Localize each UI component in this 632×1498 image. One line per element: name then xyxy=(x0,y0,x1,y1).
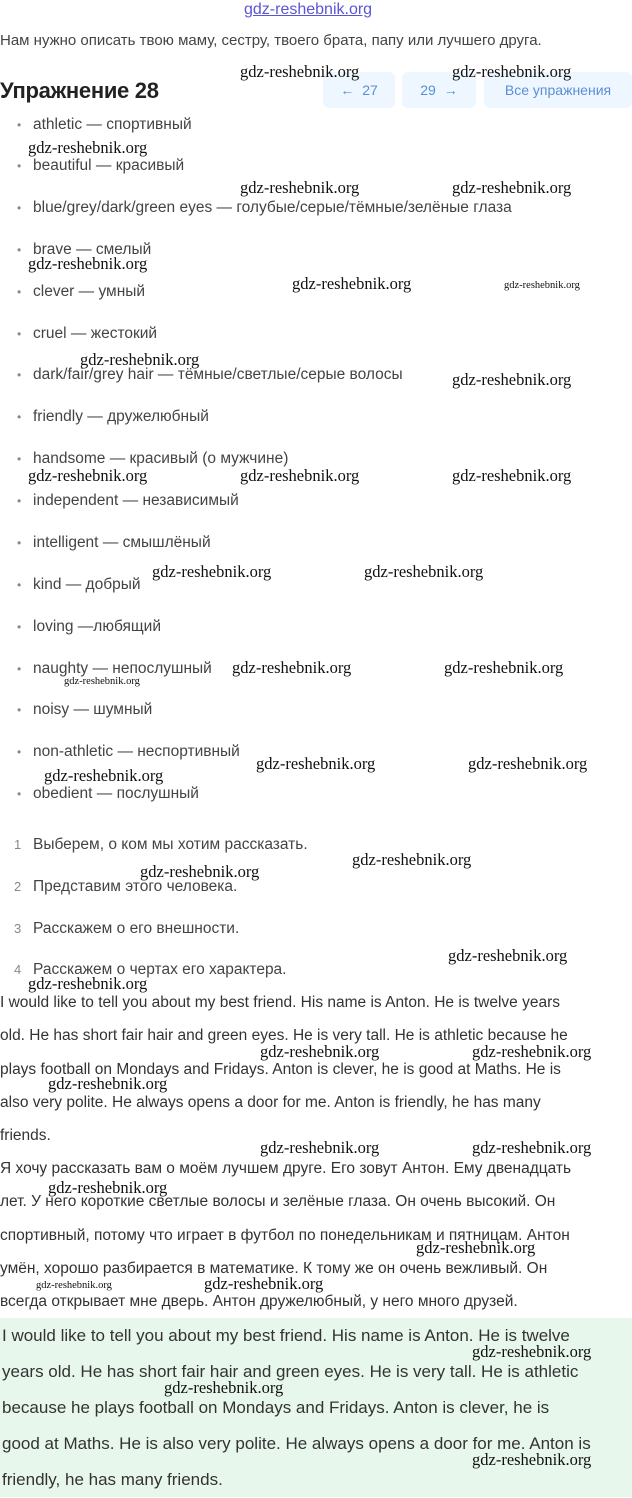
watermark: gdz-reshebnik.org xyxy=(44,766,164,785)
step-item: 4 Расскажем о чертах его характера. xyxy=(14,961,287,978)
vocab-item: • dark/fair/grey hair — тёмные/светлые/серые волосы xyxy=(17,366,403,383)
watermark: gdz-reshebnik.org xyxy=(260,1138,380,1157)
watermark: gdz-reshebnik.org xyxy=(240,178,360,197)
watermark: gdz-reshebnik.org xyxy=(36,1280,112,1291)
watermark: gdz-reshebnik.org xyxy=(452,370,572,389)
russian-paragraph: Я хочу рассказать вам о моём лучшем друге. Его зовут Антон. Ему двенадцать лет. У него короткие светлые волосы и зелёные глаза. Он очень высокий. Он спортивный, потому что играет в футбол по понедельникам и пятницам. Антон умён, хорошо разбирается в математике. К тому же он очень вежливый. Он всегда открывает мне дверь. Антон дружелюбный, у него много друзей. xyxy=(0,1160,572,1311)
vocab-item: • friendly — дружелюбный xyxy=(17,408,209,425)
intro-text: Нам нужно описать твою маму, сестру, твоего брата, папу или лучшего друга. xyxy=(0,32,542,49)
vocab-item: • naughty — непослушный xyxy=(17,660,212,677)
watermark: gdz-reshebnik.org xyxy=(204,1274,324,1293)
watermark: gdz-reshebnik.org xyxy=(28,974,148,993)
vocab-item: • handsome — красивый (о мужчине) xyxy=(17,450,289,467)
step-item: 2 Представим этого человека. xyxy=(14,878,238,895)
watermark: gdz-reshebnik.org xyxy=(260,1042,380,1061)
vocab-item: • intelligent — смышлёный xyxy=(17,534,211,551)
watermark: gdz-reshebnik.org xyxy=(504,280,580,291)
english-paragraph: I would like to tell you about my best friend. His name is Anton. He is twelve years old. He has short fair hair and green eyes. He is very tall. He is athletic because he plays football on Mondays and Fridays. Anton is clever, he is good at Maths. He is also very polite. He always opens a door for me. Anton is friendly, he has many friends. xyxy=(0,994,568,1145)
watermark: gdz-reshebnik.org xyxy=(140,862,260,881)
vocab-item: • kind — добрый xyxy=(17,576,141,593)
watermark: gdz-reshebnik.org xyxy=(48,1178,168,1197)
vocab-item: • non-athletic — неспортивный xyxy=(17,743,240,760)
watermark: gdz-reshebnik.org xyxy=(452,466,572,485)
vocab-item: • blue/grey/dark/green eyes — голубые/серые/тёмные/зелёные глаза xyxy=(17,199,512,216)
watermark: gdz-reshebnik.org xyxy=(232,658,352,677)
watermark: gdz-reshebnik.org xyxy=(472,1342,592,1361)
vocab-item: • independent — независимый xyxy=(17,492,239,509)
vocab-item: • noisy — шумный xyxy=(17,701,153,718)
prev-exercise-label: 27 xyxy=(362,82,378,98)
watermark: gdz-reshebnik.org xyxy=(240,466,360,485)
watermark: gdz-reshebnik.org xyxy=(416,1238,536,1257)
arrow-right-icon: → xyxy=(443,82,458,98)
watermark: gdz-reshebnik.org xyxy=(256,754,376,773)
all-exercises-label: Все упражнения xyxy=(504,82,612,98)
watermark: gdz-reshebnik.org xyxy=(452,178,572,197)
watermark: gdz-reshebnik.org xyxy=(452,62,572,81)
vocab-item: • athletic — спортивный xyxy=(17,116,192,133)
vocab-item: • beautiful — красивый xyxy=(17,157,185,174)
watermark: gdz-reshebnik.org xyxy=(472,1042,592,1061)
watermark: gdz-reshebnik.org xyxy=(240,62,360,81)
watermark: gdz-reshebnik.org xyxy=(48,1074,168,1093)
step-item: 3 Расскажем о его внешности. xyxy=(14,920,240,937)
watermark: gdz-reshebnik.org xyxy=(164,1378,284,1397)
watermark: gdz-reshebnik.org xyxy=(28,138,148,157)
vocab-item: • clever — умный xyxy=(17,283,146,300)
vocab-item: • cruel — жестокий xyxy=(17,325,158,342)
vocab-item: • loving —любящий xyxy=(17,618,161,635)
watermark: gdz-reshebnik.org xyxy=(292,274,412,293)
site-link[interactable]: gdz-reshebnik.org xyxy=(244,1,373,18)
watermark: gdz-reshebnik.org xyxy=(28,254,148,273)
vocab-item: • brave — смелый xyxy=(17,241,152,258)
next-exercise-label: 29 xyxy=(420,82,436,98)
watermark: gdz-reshebnik.org xyxy=(28,466,148,485)
step-item: 1 Выберем, о ком мы хотим рассказать. xyxy=(14,836,308,853)
watermark: gdz-reshebnik.org xyxy=(472,1138,592,1157)
watermark: gdz-reshebnik.org xyxy=(152,562,272,581)
arrow-left-icon: ← xyxy=(340,82,355,98)
watermark: gdz-reshebnik.org xyxy=(364,562,484,581)
watermark: gdz-reshebnik.org xyxy=(444,658,564,677)
answer-text: I would like to tell you about my best friend. His name is Anton. He is twelve years old. He has short fair hair and green eyes. He is very tall. He is athletic because he plays football on Mondays and Fridays. Anton is clever, he is good at Maths. He is also very polite. He always opens a door for me. Anton is friendly, he has many friends. xyxy=(2,1326,591,1489)
watermark: gdz-reshebnik.org xyxy=(468,754,588,773)
watermark: gdz-reshebnik.org xyxy=(472,1450,592,1469)
watermark: gdz-reshebnik.org xyxy=(64,676,140,687)
watermark: gdz-reshebnik.org xyxy=(448,946,568,965)
vocab-item: • obedient — послушный xyxy=(17,785,199,802)
watermark: gdz-reshebnik.org xyxy=(352,850,472,869)
exercise-title: Упражнение 28 xyxy=(0,78,159,103)
watermark: gdz-reshebnik.org xyxy=(80,350,200,369)
